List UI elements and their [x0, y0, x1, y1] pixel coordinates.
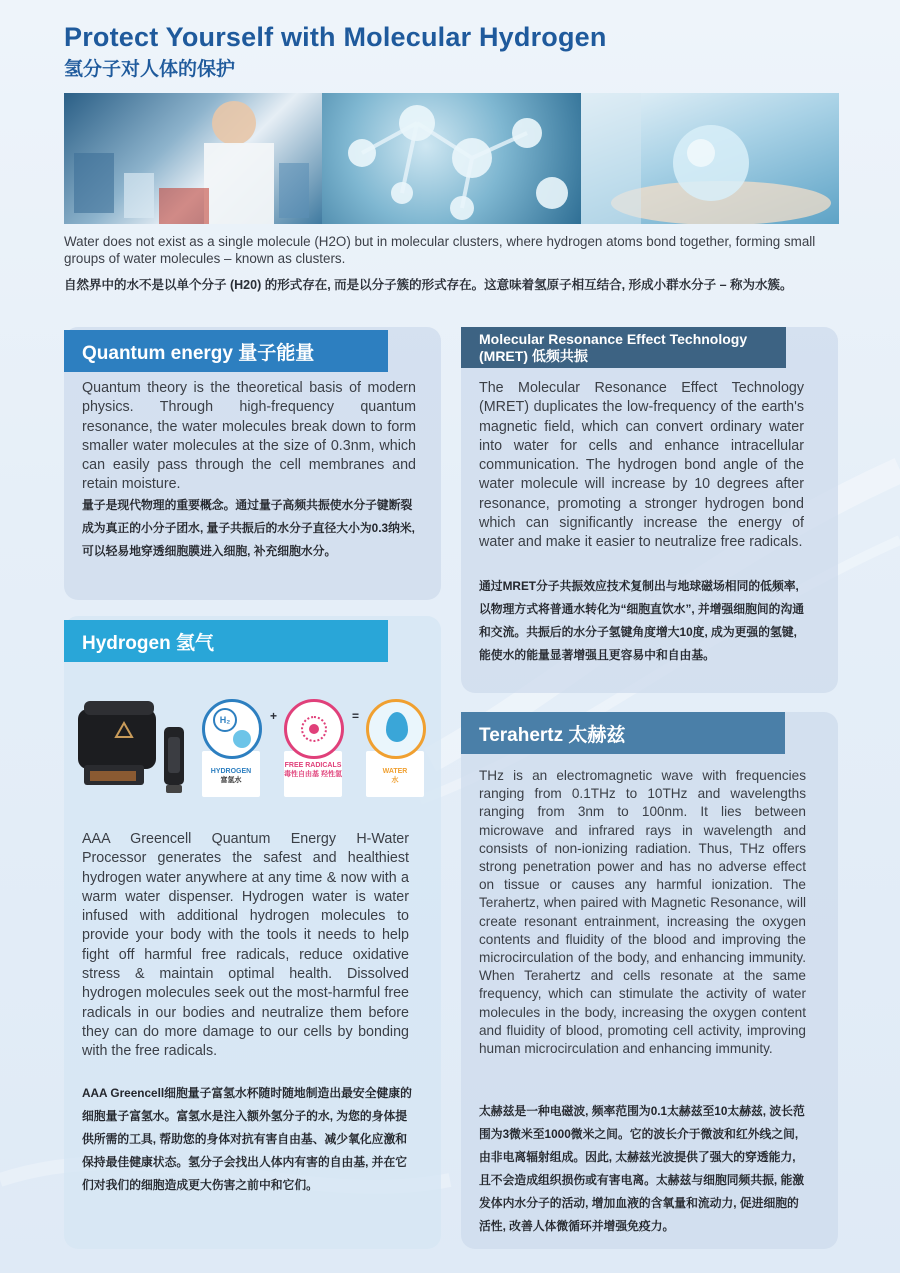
free-radicals-icon: [284, 699, 344, 759]
hydrogen-text-english: AAA Greencell Quantum Energy H-Water Processor generates the safest and healthiest hydrogen water anywhere at any time & now with a warm water dispenser. Hydrogen water is water infused with additional hydrogen molecules to provide your body with the tools it needs to help fight off harmful free radicals, reduce oxidative stress & maintain optimal health. Dissolved hydrogen molecules seek out the most-harmful free radicals in our bodies and neutralize them before they can do more damage to our cells by bonding with the free radicals.: [82, 831, 409, 1060]
mret-card: [461, 327, 838, 693]
water-label-en: WATER: [382, 768, 408, 775]
mret-heading: [461, 327, 786, 368]
quantum-energy-card: [64, 327, 441, 600]
intro-text-chinese: 自然界中的水不是以单个分子 (H20) 的形式存在, 而是以分子簇的形式存在。这意味着氢原子相互结合, 形成小群水分子 – 称为水簇。: [64, 278, 793, 292]
mret-text-english: The Molecular Resonance Effect Technology (MRET) duplicates the low-frequency of the earth's magnetic field, which can convert ordinary water into water for cells and enhance intracellular communication. The hydrogen bond angle of the water molecule will increase by 10 degrees after resonance, promoting a stronger hydrogen bond which can significantly increase the energy of water and make it easier to neutralize free radicals.: [479, 380, 804, 551]
banner-image-strip: [64, 93, 839, 224]
hydrogen-icon: [202, 699, 262, 759]
hydrogen-reaction-diagram: [200, 695, 428, 810]
terahertz-text-chinese: 太赫兹是一种电磁波, 频率范围为0.1太赫兹至10太赫兹, 波长范围为3微米至1000微米之间。它的波长介于微波和红外线之间, 由非电离辐射组成。因此, 太赫兹光波提供了强大的穿透能力, 且不会造成组织损伤或有害电离。太赫兹与细胞同频共振, 能激发体内水分子的活动, 增加血液的含氧量和流动力, 促进细胞的活性, 改善人体微循环并增强免疫力。: [479, 1104, 805, 1233]
lab-scientist-photo: [64, 93, 322, 224]
free-radicals-label-zh: 毒性自由基 羟性氢: [284, 771, 342, 778]
mret-text-chinese: 通过MRET分子共振效应技术复制出与地球磁场相同的低频率, 以物理方式将普通水转化为“细胞直饮水”, 并增强细胞间的沟通和交流。共振后的水分子氢键角度增大10度, 成为更强的氢键, 能使水的能量显著增强且更容易中和自由基。: [479, 579, 805, 662]
quantum-energy-heading-text: Quantum energy 量子能量: [82, 342, 315, 364]
hydrogen-label-zh: 富氢水: [220, 777, 242, 784]
free-radicals-label: [283, 761, 343, 779]
page-title: Protect Yourself with Molecular Hydrogen: [64, 22, 607, 52]
quantum-energy-heading: [64, 330, 388, 372]
hydrogen-label: [201, 767, 261, 785]
mret-heading-line1: Molecular Resonance Effect Technology: [479, 330, 748, 347]
terahertz-heading: [461, 712, 785, 754]
terahertz-text-english: THz is an electromagnetic wave with frequencies ranging from 0.1THz to 10THz and wavelengths ranging from 3nm to 100nm. It lies between microwave and infrared rays in wavelength and consists of non-ionizing radiation. Thus, THz offers strong penetration power and has no adverse effect on tissue or causes any harmful ionization. The Terahertz, when paired with Magnetic Resonance, will create resonant entrainment, increasing the oxygen contents and fluidity of the blood and improving the microcirculation of the body, and enhancing immunity. When Terahertz and cells resonate at the same frequency, which can stimulate the activity of water molecules in the body, increasing the oxygen content and fluidity of blood, promoting cell activity, improving human microcirculation and enhancing immunity.: [479, 768, 806, 1057]
terahertz-heading-text: Terahertz 太赫兹: [479, 724, 626, 746]
mret-heading-line2: (MRET) 低频共振: [479, 347, 588, 364]
hydrogen-heading-text: Hydrogen 氢气: [82, 632, 214, 654]
plus-operator: +: [270, 709, 278, 723]
hydrogen-heading: [64, 620, 388, 662]
free-radicals-label-en: FREE RADICALS: [284, 762, 342, 769]
molecule-3d-photo: [322, 93, 580, 224]
intro-text-english: Water does not exist as a single molecule (H2O) but in molecular clusters, where hydrogen atoms bond together, forming small groups of water molecules – known as clusters.: [64, 234, 816, 266]
page-title-chinese: 氢分子对人体的保护: [64, 59, 236, 80]
hydrogen-label-en: HYDROGEN: [210, 768, 252, 775]
quantum-energy-text-english: Quantum theory is the theoretical basis of modern physics. Through high-frequency quantum resonance, the water molecules break down to form smaller water molecules at the size of 0.3nm, which can easily pass through the cell membranes and retain moisture.: [82, 380, 416, 493]
water-drop-icon: [366, 699, 426, 759]
quantum-energy-text-chinese: 量子是现代物理的重要概念。通过量子高频共振使水分子键断裂成为真正的小分子团水, 量子共振后的水分子直径大小为0.3纳米, 可以轻易地穿透细胞膜进入细胞, 补充细胞水分。: [82, 498, 415, 558]
water-hands-photo: [581, 93, 839, 224]
terahertz-card: [461, 712, 838, 1249]
water-label-zh: 水: [391, 777, 399, 784]
hydrogen-text-chinese: AAA Greencell细胞量子富氢水杯随时随地制造出最安全健康的细胞量子富氢水。富氢水是注入额外氢分子的水, 为您的身体提供所需的工具, 帮助您的身体对抗有害自由基、减少氧化应激和保持最佳健康状态。氢分子会找出人体内有害的自由基, 并在它们对我们的细胞造成更大伤害之前中和它们。: [82, 1086, 412, 1192]
h-water-processor-image: [76, 697, 191, 802]
water-label: [365, 767, 425, 785]
h2-symbol: H₂: [213, 708, 237, 732]
equals-operator: =: [352, 709, 360, 723]
